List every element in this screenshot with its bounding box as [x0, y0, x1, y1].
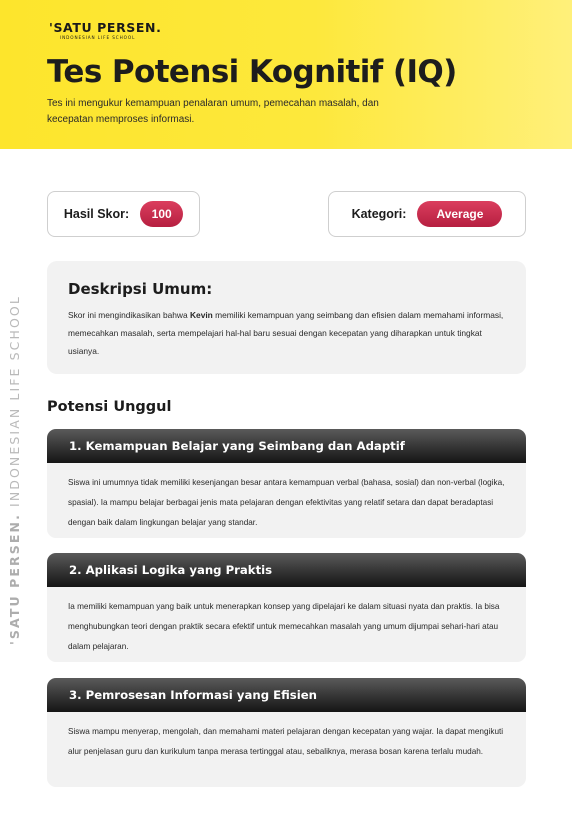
strength-card-text: Siswa mampu menyerap, mengolah, dan memahami materi pelajaran dengan kecepatan yang wajar. Ia dapat mengikuti alur penjelasan guru dan kurikulum tanpa merasa tertinggal atau, sebaliknya, merasa bosan karena terlalu mudah.	[47, 712, 526, 787]
side-watermark	[7, 295, 22, 645]
description-text: Skor ini mengindikasikan bahwa Kevin memiliki kemampuan yang seimbang dan efisien dalam memahami informasi, memecahkan masalah, serta mempelajari hal-hal baru sesuai dengan kecepatan yang diharapkan untuk tingkat usianya.	[68, 310, 504, 356]
strength-card-text: Siswa ini umumnya tidak memiliki kesenjangan besar antara kemampuan verbal (bahasa, sosial) dan non-verbal (logika, spasial). Ia mampu belajar berbagai jenis mata pelajaran dengan efektivitas yang relatif setara dan dapat beradaptasi dengan baik dalam lingkungan belajar yang standar.	[47, 463, 526, 538]
strength-card-heading: 3. Pemrosesan Informasi yang Efisien	[47, 678, 526, 712]
score-card	[47, 191, 200, 237]
brand-tagline: INDONESIAN LIFE SCHOOL	[60, 35, 136, 40]
section-title: Potensi Unggul	[47, 399, 172, 415]
description-title: Deskripsi Umum:	[68, 280, 213, 298]
strength-card	[47, 429, 526, 538]
brand-mark: '	[49, 20, 54, 35]
score-badge: 100	[140, 201, 183, 227]
category-label: Kategori:	[351, 207, 407, 221]
category-card	[328, 191, 526, 237]
page-subtitle: Tes ini mengukur kemampuan penalaran umum, pemecahan masalah, dan kecepatan memproses informasi.	[47, 98, 379, 125]
brand-logo	[49, 21, 161, 40]
category-badge: Average	[417, 201, 502, 227]
strength-card	[47, 553, 526, 662]
side-brand: 'SATU PERSEN.	[7, 513, 22, 645]
score-label: Hasil Skor:	[63, 207, 130, 221]
brand-name: SATU PERSEN.	[53, 20, 162, 35]
strength-card	[47, 678, 526, 787]
side-tagline: INDONESIAN LIFE SCHOOL	[7, 295, 22, 507]
student-name: Kevin	[189, 310, 213, 320]
strength-card-heading: 1. Kemampuan Belajar yang Seimbang dan Adaptif	[47, 429, 526, 463]
page-title: Tes Potensi Kognitif (IQ)	[47, 54, 457, 90]
header-banner	[0, 0, 572, 149]
strength-card-text: Ia memiliki kemampuan yang baik untuk menerapkan konsep yang dipelajari ke dalam situasi nyata dan praktis. Ia bisa menghubungkan teori dengan praktik secara efektif untuk memecahkan masalah yang umum dijumpai sehari-hari atau dalam pelajaran.	[47, 587, 526, 662]
description-box	[47, 261, 526, 374]
strength-card-heading: 2. Aplikasi Logika yang Praktis	[47, 553, 526, 587]
